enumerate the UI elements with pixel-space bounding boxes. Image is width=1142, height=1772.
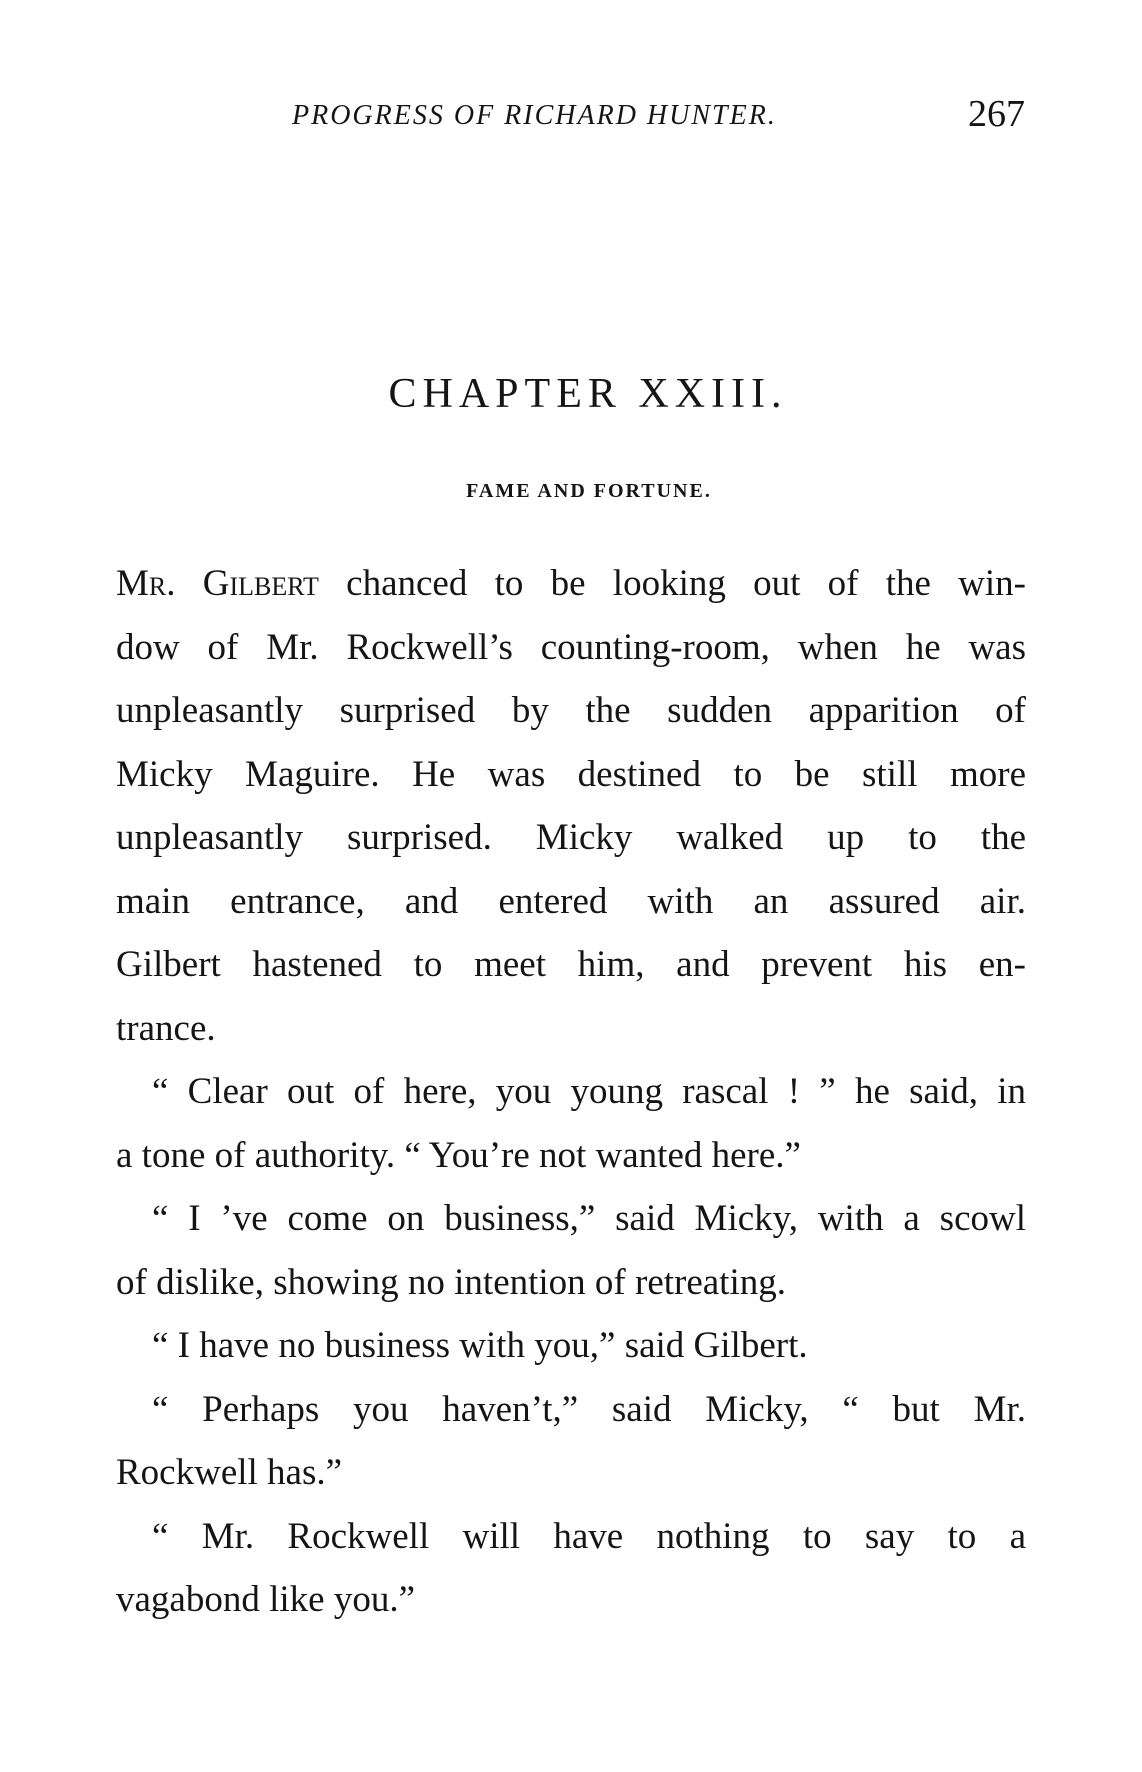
text-line: main entrance, and entered with an assured air. [116, 880, 1026, 922]
text-line: unpleasantly surprised. Micky walked up to the [116, 817, 1026, 858]
text-line: Micky Maguire. He was destined to be still more [116, 753, 1026, 795]
paragraph [116, 1314, 1026, 1378]
text-line: vagabond like you.” [116, 1579, 415, 1620]
paragraph [116, 1187, 1026, 1314]
text-line: “ Mr. Rockwell will have nothing to say to a [152, 1515, 1026, 1557]
text-line: a tone of authority. “ You’re not wanted here.” [116, 1134, 801, 1176]
text-line: “ Perhaps you haven’t,” said Micky, “ but Mr. [152, 1388, 1026, 1430]
text-line: trance. [116, 1007, 216, 1049]
text-line: “ I ’ve come on business,” said Micky, with a scowl [152, 1198, 1026, 1239]
text-line: of dislike, showing no intention of retreating. [116, 1261, 786, 1303]
paragraph [116, 1378, 1026, 1505]
paragraph [116, 552, 1026, 1060]
text-line: Rockwell has.” [116, 1452, 343, 1493]
paragraph [116, 1505, 1026, 1632]
text-line: Gilbert hastened to meet him, and prevent his en- [116, 944, 1026, 985]
text-line-rest: chanced to be looking out of the win- [318, 563, 1026, 604]
running-head [292, 92, 1037, 142]
text-line [116, 552, 1026, 616]
chapter-subtitle: FAME AND FORTUNE. [466, 480, 712, 502]
text-line: dow of Mr. Rockwell’s counting-room, when he was [116, 626, 1026, 668]
text-line: unpleasantly surprised by the sudden apparition of [116, 690, 1026, 731]
paragraph [116, 1060, 1026, 1187]
text-line: “ Clear out of here, you young rascal ! ” he said, in [152, 1071, 1026, 1112]
page-number: 267 [968, 93, 1025, 135]
running-title: PROGRESS OF RICHARD HUNTER. [292, 100, 777, 131]
text-line: “ I have no business with you,” said Gilbert. [152, 1325, 808, 1366]
body-text [116, 552, 1026, 1632]
chapter-title: CHAPTER XXIII. [388, 371, 788, 417]
lead-name: Mr. Gilbert [116, 563, 319, 604]
